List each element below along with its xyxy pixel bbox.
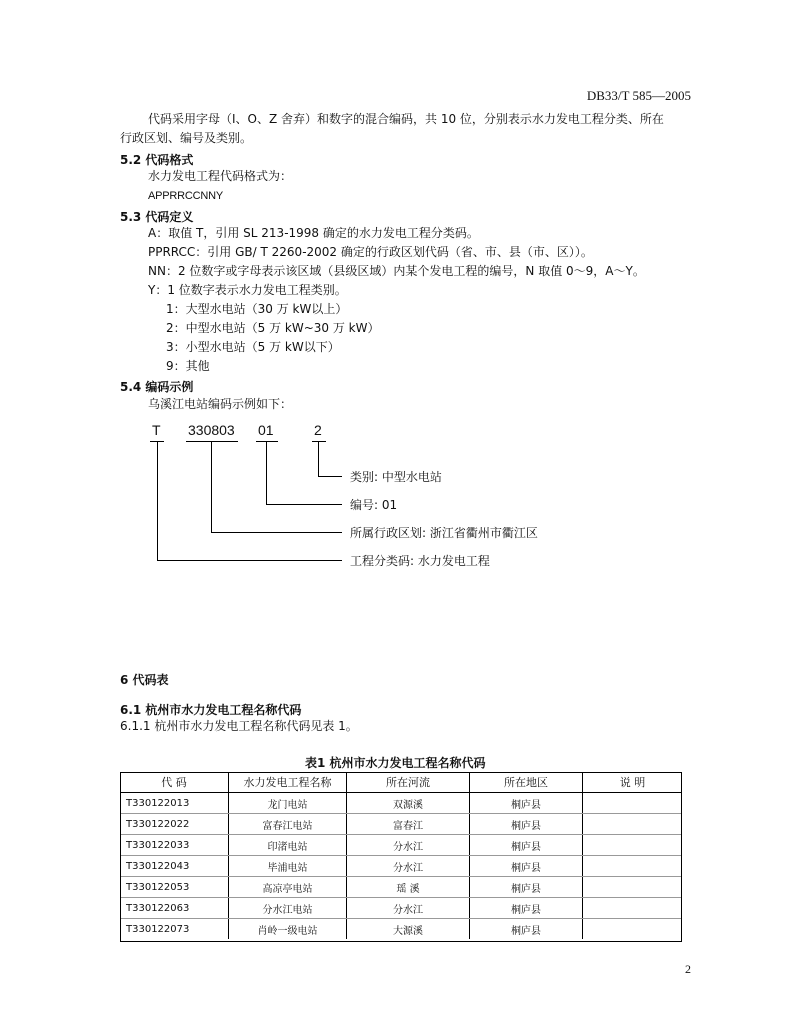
cell-remarks bbox=[583, 835, 683, 856]
cell-river: 双源溪 bbox=[347, 793, 470, 814]
code-table bbox=[120, 772, 682, 939]
header-river: 所在河流 bbox=[347, 772, 470, 793]
intro-line-1: 代码采用字母（I、O、Z 舍弃）和数字的混合编码，共 10 位，分别表示水力发电工程分类、所在 bbox=[148, 112, 664, 126]
annotation-type: 类别: 中型水电站 bbox=[350, 470, 442, 484]
connector-type-vertical bbox=[318, 441, 319, 477]
cell-region: 桐庐县 bbox=[470, 835, 583, 856]
type-item: 2：中型水电站（5 万 kW~30 万 kW） bbox=[166, 321, 380, 335]
section-5-2-text: 水力发电工程代码格式为： bbox=[148, 169, 293, 183]
cell-river: 分水江 bbox=[347, 856, 470, 877]
cell-region: 桐庐县 bbox=[470, 793, 583, 814]
cell-name: 分水江电站 bbox=[229, 898, 347, 919]
connector-category-horizontal bbox=[157, 560, 342, 561]
cell-code: T330122033 bbox=[120, 835, 229, 856]
connector-category-vertical bbox=[157, 441, 158, 561]
cell-region: 桐庐县 bbox=[470, 898, 583, 919]
section-6-1-heading: 6.1 杭州市水力发电工程名称代码 bbox=[120, 703, 302, 717]
cell-region: 桐庐县 bbox=[470, 856, 583, 877]
table-caption: 表1 杭州市水力发电工程名称代码 bbox=[305, 756, 486, 770]
cell-code: T330122013 bbox=[120, 793, 229, 814]
underline-number bbox=[256, 441, 278, 442]
cell-remarks bbox=[583, 898, 683, 919]
definition-y: Y：1 位数字表示水力发电工程类别。 bbox=[148, 283, 347, 297]
cell-region: 桐庐县 bbox=[470, 814, 583, 835]
cell-river: 富春江 bbox=[347, 814, 470, 835]
intro-line-2: 行政区划、编号及类别。 bbox=[120, 131, 253, 145]
underline-region bbox=[186, 441, 238, 442]
cell-code: T330122053 bbox=[120, 877, 229, 898]
page-number: 2 bbox=[685, 962, 691, 976]
cell-name: 印渚电站 bbox=[229, 835, 347, 856]
cell-river: 分水江 bbox=[347, 835, 470, 856]
cell-remarks bbox=[583, 856, 683, 877]
table-header-row bbox=[120, 772, 682, 793]
header-remarks: 说 明 bbox=[583, 772, 683, 793]
cell-remarks bbox=[583, 877, 683, 898]
connector-number-horizontal bbox=[266, 504, 342, 505]
table-row bbox=[120, 835, 682, 856]
code-part-number: 01 bbox=[258, 422, 274, 438]
cell-remarks bbox=[583, 793, 683, 814]
connector-region-vertical bbox=[211, 441, 212, 533]
cell-code: T330122073 bbox=[120, 919, 229, 940]
cell-name: 高凉亭电站 bbox=[229, 877, 347, 898]
document-id-header: DB33/T 585—2005 bbox=[586, 88, 691, 103]
cell-name: 龙门电站 bbox=[229, 793, 347, 814]
cell-name: 肖岭一级电站 bbox=[229, 919, 347, 940]
cell-remarks bbox=[583, 814, 683, 835]
table-row bbox=[120, 898, 682, 919]
definition-pprrcc: PPRRCC：引用 GB/ T 2260-2002 确定的行政区划代码（省、市、县（市、区））。 bbox=[148, 245, 593, 259]
code-part-type: 2 bbox=[314, 422, 322, 438]
type-item: 9：其他 bbox=[166, 359, 210, 373]
annotation-category: 工程分类码: 水力发电工程 bbox=[350, 554, 490, 568]
section-5-4-heading: 5.4 编码示例 bbox=[120, 380, 194, 394]
cell-code: T330122022 bbox=[120, 814, 229, 835]
header-region: 所在地区 bbox=[470, 772, 583, 793]
table-row bbox=[120, 919, 682, 940]
definition-a: A：取值 T，引用 SL 213-1998 确定的水力发电工程分类码。 bbox=[148, 226, 479, 240]
header-code: 代 码 bbox=[120, 772, 229, 793]
cell-remarks bbox=[583, 919, 683, 940]
cell-name: 富春江电站 bbox=[229, 814, 347, 835]
cell-code: T330122063 bbox=[120, 898, 229, 919]
type-item: 3：小型水电站（5 万 kW以下） bbox=[166, 340, 340, 354]
header-name: 水力发电工程名称 bbox=[229, 772, 347, 793]
connector-type-horizontal bbox=[318, 476, 342, 477]
cell-region: 桐庐县 bbox=[470, 919, 583, 940]
table-row bbox=[120, 814, 682, 835]
connector-region-horizontal bbox=[211, 532, 342, 533]
table-row bbox=[120, 856, 682, 877]
cell-river: 瑶 溪 bbox=[347, 877, 470, 898]
table-row bbox=[120, 793, 682, 814]
underline-type bbox=[312, 441, 326, 442]
section-5-4-text: 乌溪江电站编码示例如下： bbox=[148, 397, 293, 411]
annotation-region: 所属行政区划: 浙江省衢州市衢江区 bbox=[350, 526, 538, 540]
cell-river: 分水江 bbox=[347, 898, 470, 919]
connector-number-vertical bbox=[266, 441, 267, 505]
cell-name: 毕浦电站 bbox=[229, 856, 347, 877]
code-format: APPRRCCNNY bbox=[148, 190, 224, 202]
type-item: 1：大型水电站（30 万 kW以上） bbox=[166, 302, 348, 316]
code-part-category: T bbox=[152, 422, 161, 438]
code-part-region: 330803 bbox=[188, 422, 235, 438]
definition-nn: NN：2 位数字或字母表示该区域（县级区域）内某个发电工程的编号，N 取值 0～9，A～Y。 bbox=[148, 264, 645, 278]
cell-region: 桐庐县 bbox=[470, 877, 583, 898]
section-5-3-heading: 5.3 代码定义 bbox=[120, 210, 194, 224]
cell-river: 大源溪 bbox=[347, 919, 470, 940]
section-5-2-heading: 5.2 代码格式 bbox=[120, 153, 194, 167]
table-row bbox=[120, 877, 682, 898]
section-6-1-1-text: 6.1.1 杭州市水力发电工程名称代码见表 1。 bbox=[120, 719, 358, 733]
annotation-number: 编号: 01 bbox=[350, 498, 398, 512]
section-6-heading: 6 代码表 bbox=[120, 673, 169, 687]
cell-code: T330122043 bbox=[120, 856, 229, 877]
